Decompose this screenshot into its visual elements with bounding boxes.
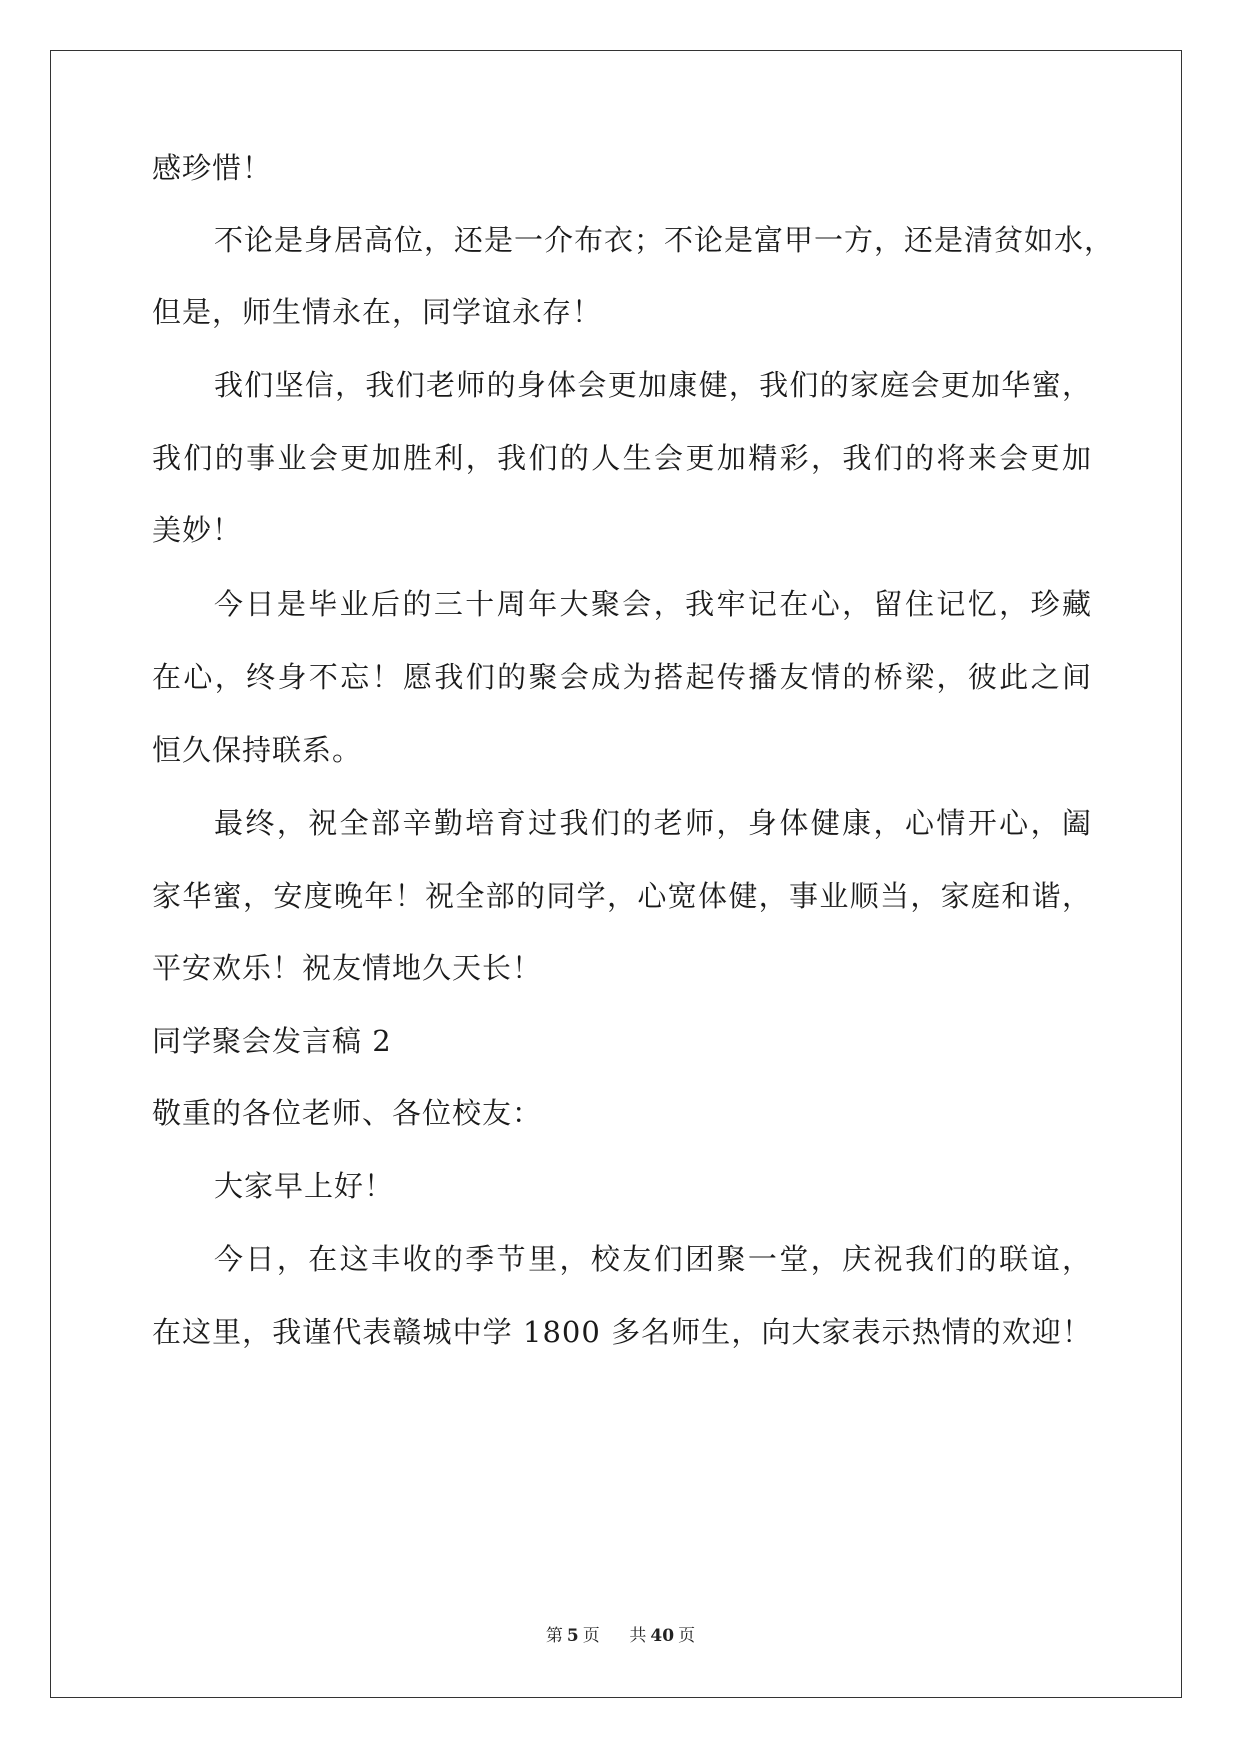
- text-line: 恒久保持联系。: [152, 733, 363, 767]
- text-line: 大家早上好！: [214, 1169, 395, 1203]
- text-line: 美妙！: [152, 513, 243, 547]
- text-line: 我们坚信，我们老师的身体会更加康健，我们的家庭会更加华蜜，: [214, 368, 1092, 402]
- text-line: 感珍惜！: [152, 151, 273, 185]
- page-indicator: 第 5 页: [545, 1626, 600, 1646]
- text-line: 平安欢乐！祝友情地久天长！: [152, 951, 543, 985]
- text-line: 我们的事业会更加胜利，我们的人生会更加精彩，我们的将来会更加: [152, 441, 1092, 475]
- section-heading: 同学聚会发言稿 2: [152, 1024, 392, 1058]
- text-line: 最终，祝全部辛勤培育过我们的老师，身体健康，心情开心，阖: [214, 806, 1092, 840]
- page-footer: [0, 1624, 1241, 1648]
- text-line: 在这里，我谨代表赣城中学 1800 多名师生，向大家表示热情的欢迎！: [152, 1315, 1092, 1349]
- text-line: 今日，在这丰收的季节里，校友们团聚一堂，庆祝我们的联谊，: [214, 1242, 1092, 1276]
- text-line: 敬重的各位老师、各位校友：: [152, 1096, 543, 1130]
- text-line: 在心，终身不忘！愿我们的聚会成为搭起传播友情的桥梁，彼此之间: [152, 660, 1092, 694]
- text-line: 家华蜜，安度晚年！祝全部的同学，心宽体健，事业顺当，家庭和谐，: [152, 879, 1092, 913]
- text-line: 不论是身居高位，还是一介布衣；不论是富甲一方，还是清贫如水，: [214, 223, 1115, 257]
- text-line: 但是，师生情永在，同学谊永存！: [152, 295, 603, 329]
- text-line: 今日是毕业后的三十周年大聚会，我牢记在心，留住记忆，珍藏: [214, 587, 1092, 621]
- total-pages-indicator: 共 40 页: [629, 1626, 696, 1646]
